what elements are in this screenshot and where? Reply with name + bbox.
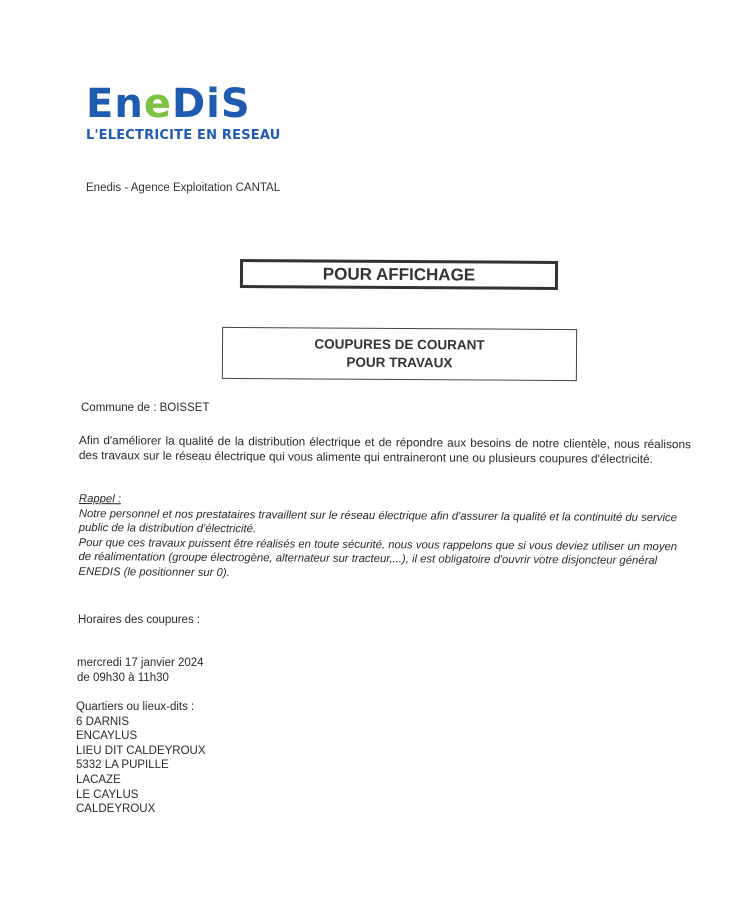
notice-title-box xyxy=(222,327,577,381)
place-item: LACAZE xyxy=(76,773,121,786)
notice-title-line2: POUR TRAVAUX xyxy=(346,354,453,371)
place-item: LE CAYLUS xyxy=(76,788,139,801)
schedule-time: de 09h30 à 11h30 xyxy=(77,671,169,684)
rappel-heading: Rappel : xyxy=(78,492,122,506)
intro-paragraph: Afin d'améliorer la qualité de la distribution électrique et de répondre aux besoins de notre clientèle, nous réalisons des travaux sur le réseau électrique qui vous alimente qui entraineront une ou plusieurs coupures d'électricité. xyxy=(78,433,691,467)
enedis-logo xyxy=(86,81,251,127)
place-item: LIEU DIT CALDEYROUX xyxy=(76,744,206,757)
horaires-label: Horaires des coupures : xyxy=(78,614,201,626)
agency-name: Enedis - Agence Exploitation CANTAL xyxy=(86,182,281,194)
place-item: ENCAYLUS xyxy=(76,730,138,743)
logo-text-part3: DiS xyxy=(171,81,251,127)
place-item: 5332 LA PUPILLE xyxy=(76,759,169,772)
logo-text-part1: En xyxy=(86,81,144,127)
logo-text-part2: e xyxy=(143,81,172,127)
rappel-paragraph-2: Pour que ces travaux puissent être réalisés en toute sécurité, nous vous rappelons que si vous deviez utiliser un moyen de réalimentation (groupe électrogène, alternateur sur tracteur,...), il est obligatoire d'ouvrir votre disjoncteur général ENEDIS (le positionner sur 0). xyxy=(78,536,678,579)
places-section xyxy=(76,700,206,817)
schedule xyxy=(77,656,204,685)
rappel-paragraph-1: Notre personnel et nos prestataires travaillent sur le réseau électrique afin d'assurer la qualité et la continuité du service public de la distribution d'électricité. xyxy=(78,507,677,536)
schedule-date: mercredi 17 janvier 2024 xyxy=(77,657,204,669)
notice-title-line1: COUPURES DE COURANT xyxy=(314,336,485,353)
places-label: Quartiers ou lieux-dits : xyxy=(76,701,195,713)
place-item: 6 DARNIS xyxy=(76,715,130,728)
commune-line: Commune de : BOISSET xyxy=(81,402,210,414)
banner-title: POUR AFFICHAGE xyxy=(240,259,558,290)
logo-tagline: L'ELECTRICITE EN RESEAU xyxy=(86,128,281,143)
rappel-section xyxy=(78,492,691,583)
place-item: CALDEYROUX xyxy=(76,803,156,816)
